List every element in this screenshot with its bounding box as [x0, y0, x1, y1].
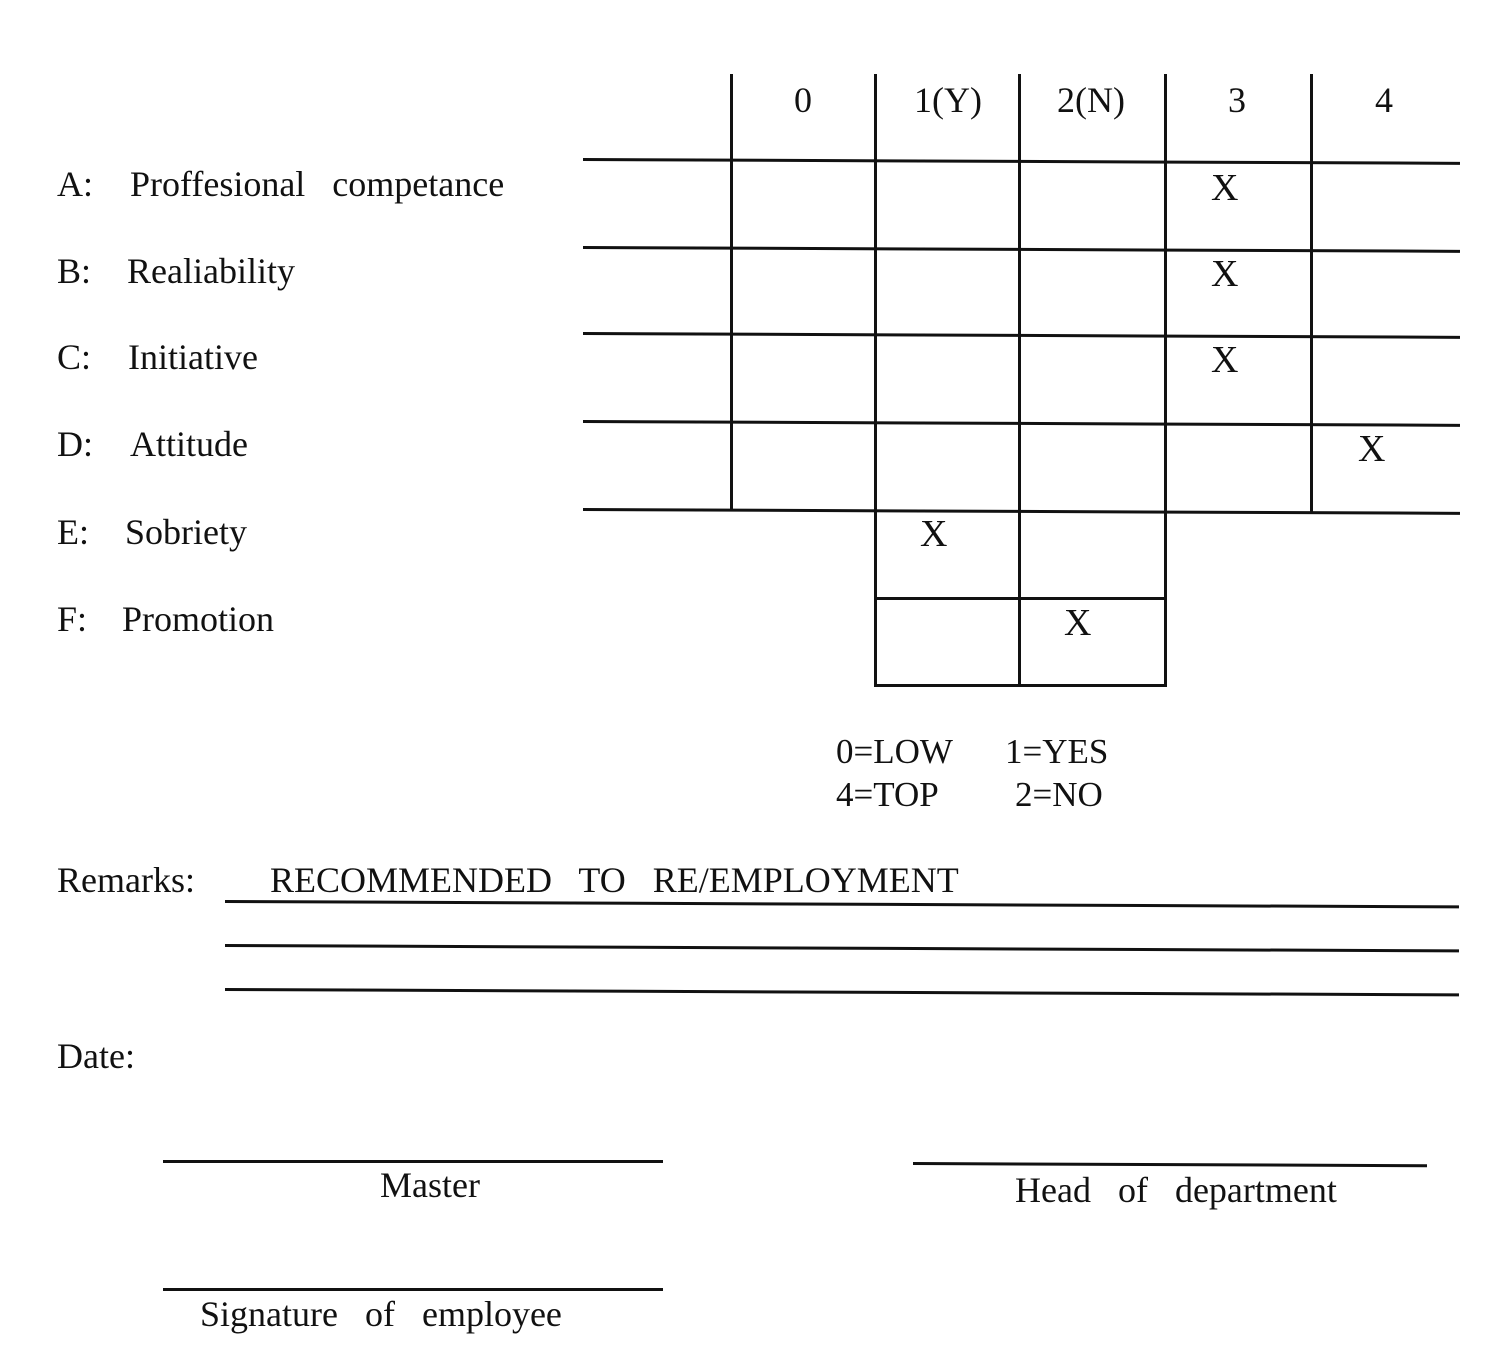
criterion-f-code: F:	[57, 599, 88, 639]
date-label: Date:	[57, 1036, 135, 1076]
criterion-e-code: E:	[57, 512, 89, 552]
grid-line	[1164, 74, 1167, 687]
grid-line	[583, 420, 1460, 427]
remarks-line	[225, 900, 1459, 908]
criterion-c-label: Initiative	[128, 337, 258, 377]
column-header-4: 4	[1375, 80, 1393, 120]
remarks-label: Remarks:	[57, 860, 195, 900]
grid-line	[874, 74, 877, 687]
rating-mark-e: X	[920, 513, 948, 555]
grid-line	[730, 74, 733, 510]
column-header-1y: 1(Y)	[914, 80, 982, 120]
criterion-a-label: Proffesional competance	[130, 164, 505, 204]
remarks-value: RECOMMENDED TO RE/EMPLOYMENT	[270, 860, 959, 900]
rating-mark-c: X	[1211, 339, 1239, 381]
master-label: Master	[380, 1165, 480, 1205]
rating-mark-a: X	[1211, 167, 1239, 209]
legend-no: 2=NO	[1015, 775, 1103, 814]
grid-line	[583, 246, 1460, 253]
criterion-d-code: D:	[57, 424, 93, 464]
rating-mark-d: X	[1358, 428, 1386, 470]
rating-mark-f: X	[1064, 602, 1092, 644]
grid-line	[583, 158, 1460, 165]
remarks-line	[225, 944, 1459, 952]
head-of-department-label: Head of department	[1015, 1170, 1337, 1210]
head-signature-line	[913, 1162, 1427, 1167]
grid-line	[876, 684, 1166, 687]
grid-line	[876, 597, 1166, 600]
grid-line	[583, 332, 1460, 339]
criterion-b-code: B:	[57, 251, 92, 291]
employee-signature-line	[163, 1288, 663, 1291]
criterion-f-label: Promotion	[122, 599, 275, 639]
master-signature-line	[163, 1160, 663, 1163]
criterion-e-label: Sobriety	[125, 512, 247, 552]
column-header-3: 3	[1228, 80, 1246, 120]
column-header-2n: 2(N)	[1057, 80, 1125, 120]
rating-mark-b: X	[1211, 253, 1239, 295]
grid-line	[1310, 74, 1313, 514]
criterion-c-code: C:	[57, 337, 92, 377]
grid-line	[583, 508, 1460, 515]
grid-line	[1018, 74, 1021, 687]
criterion-d-label: Attitude	[130, 424, 248, 464]
legend-top: 4=TOP	[836, 775, 939, 814]
employee-signature-label: Signature of employee	[200, 1294, 562, 1334]
criterion-b-label: Realiability	[127, 251, 295, 291]
legend-yes: 1=YES	[1005, 732, 1109, 771]
criterion-a-code: A:	[57, 164, 93, 204]
legend-low: 0=LOW	[836, 732, 953, 771]
remarks-line	[225, 988, 1459, 996]
column-header-0: 0	[794, 80, 812, 120]
